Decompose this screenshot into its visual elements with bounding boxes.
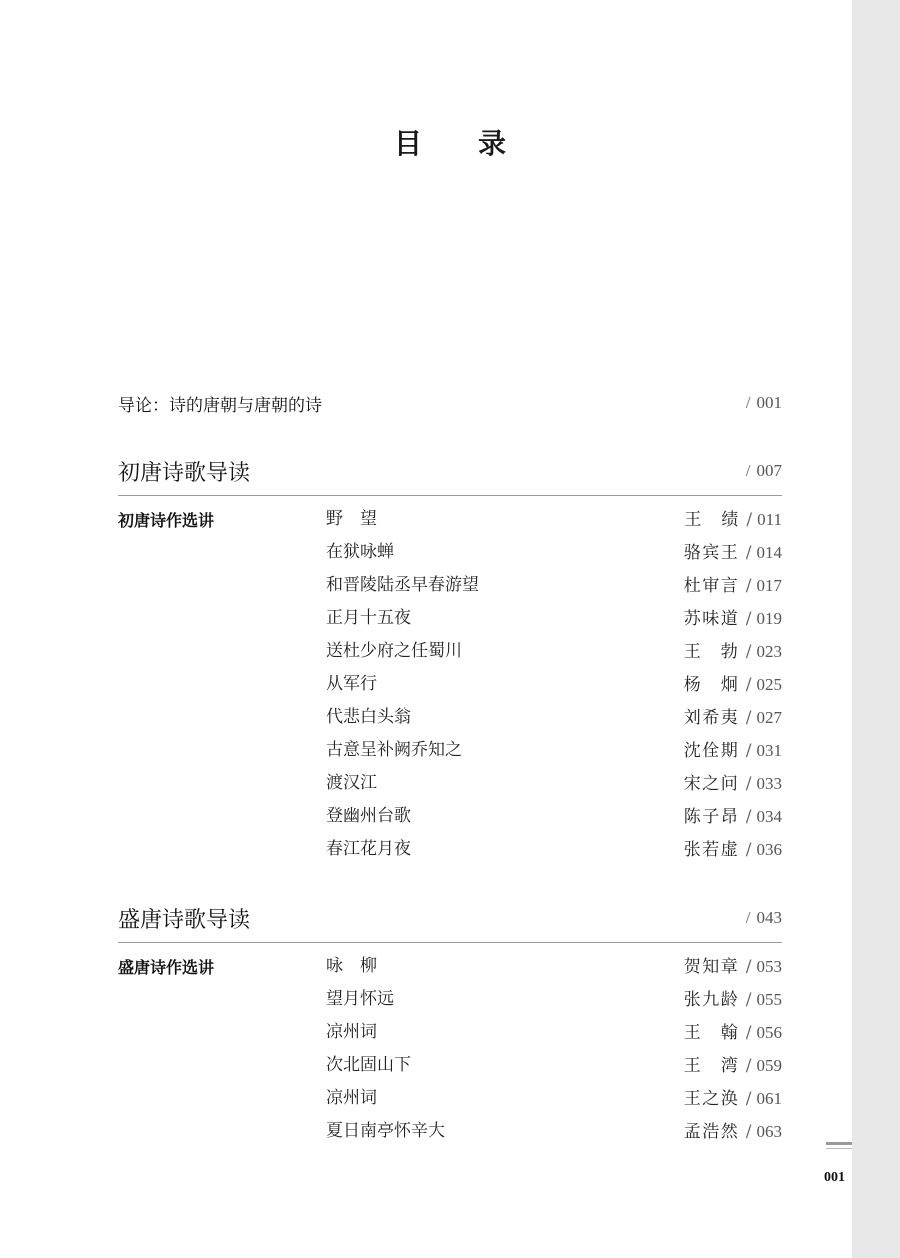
author: 贺知章 [683,957,738,977]
entry-page: 019 [756,609,782,628]
author: 王绩 [684,510,739,530]
entry-right [684,569,782,603]
entry-right [684,1115,782,1149]
slash: / [745,393,751,412]
entry-right [684,833,782,867]
author: 杜审言 [683,576,738,596]
toc-entry[interactable] [326,950,782,983]
entry-right [684,734,782,768]
section-page-ref [746,456,782,486]
entry-right [684,635,782,669]
entry-page: 059 [756,1056,782,1075]
entry-right [684,1049,782,1083]
toc-entry[interactable] [326,1082,782,1115]
entry-right [684,1016,782,1050]
poem-title: 野 望 [326,509,377,529]
poem-title: 古意呈补阙乔知之 [326,740,462,760]
entry-right [684,1082,782,1116]
toc-entry[interactable] [326,569,782,602]
poem-title: 送杜少府之任蜀川 [326,641,462,661]
toc-entry[interactable] [326,1049,782,1082]
slash: / [745,741,752,761]
entry-right [684,983,782,1017]
slash: / [745,1089,752,1109]
slash: / [745,774,752,794]
author: 杨炯 [683,675,738,695]
author: 宋之问 [683,774,738,794]
section-page: 043 [756,908,782,927]
author: 张若虚 [683,840,738,860]
slash: / [745,1023,752,1043]
slash: / [745,543,752,563]
poem-title: 咏 柳 [326,956,377,976]
poem-title: 代悲白头翁 [326,707,411,727]
poem-title: 望月怀远 [326,989,394,1009]
entry-page: 025 [756,675,782,694]
author: 张九龄 [683,990,738,1010]
page-number: 001 [824,1170,845,1185]
poem-title: 夏日南亭怀辛大 [326,1121,445,1141]
subsection-label: 盛唐诗作选讲 [118,958,215,977]
poem-title: 正月十五夜 [326,608,411,628]
slash: / [745,840,752,860]
entry-page: 014 [756,543,782,562]
entry-right [684,503,782,537]
slash: / [745,908,751,927]
toc-entry[interactable] [326,1115,782,1148]
poem-title: 凉州词 [326,1088,377,1108]
entry-page: 036 [756,840,782,859]
section-title: 盛唐诗歌导读 [118,907,251,933]
author: 刘希夷 [683,708,738,728]
entry-page: 011 [757,510,782,529]
entry-right [684,767,782,801]
intro-label: 导论：诗的唐朝与唐朝的诗 [118,395,322,416]
toc-entry[interactable] [326,734,782,767]
entry-right [684,668,782,702]
slash: / [745,708,752,728]
entry-right [684,602,782,636]
folio-rule-thin [826,1148,852,1149]
folio-rule [826,1142,852,1145]
entry-page: 017 [756,576,782,595]
toc-entry[interactable] [326,767,782,800]
author: 骆宾王 [683,543,738,563]
entry-page: 027 [756,708,782,727]
slash: / [745,1122,752,1142]
poem-title: 在狱咏蝉 [326,542,394,562]
slash: / [745,642,752,662]
toc-entry[interactable] [326,701,782,734]
section-heading-1[interactable] [118,456,782,486]
toc-entry[interactable] [326,800,782,833]
entry-page: 034 [756,807,782,826]
slash: / [745,807,752,827]
poem-title: 凉州词 [326,1022,377,1042]
page-edge-band [852,0,900,1258]
poem-title: 春江花月夜 [326,839,411,859]
section-rule [118,495,782,496]
slash: / [746,510,753,530]
entry-right [684,536,782,570]
author: 王湾 [683,1056,738,1076]
entry-page: 061 [756,1089,782,1108]
entry-right [684,950,782,984]
toc-entry[interactable] [326,635,782,668]
entry-page: 063 [756,1122,782,1141]
toc-entry[interactable] [326,503,782,536]
title-char-2: 录 [478,127,563,160]
slash: / [745,461,751,480]
section-page-ref [746,903,782,933]
intro-row[interactable] [118,388,782,418]
toc-entry[interactable] [326,536,782,569]
entry-right [684,701,782,735]
title-char-1: 目 [393,127,478,160]
entry-page: 023 [756,642,782,661]
entry-page: 033 [756,774,782,793]
toc-entry[interactable] [326,1016,782,1049]
slash: / [745,990,752,1010]
author: 王勃 [683,642,738,662]
slash: / [745,675,752,695]
poem-title: 次北固山下 [326,1055,411,1075]
section-title: 初唐诗歌导读 [118,460,251,486]
intro-page: 001 [756,393,782,412]
toc-entry[interactable] [326,602,782,635]
entry-page: 056 [756,1023,782,1042]
slash: / [745,1056,752,1076]
author: 孟浩然 [683,1122,738,1142]
author: 沈佺期 [683,741,738,761]
slash: / [745,609,752,629]
poem-title: 从军行 [326,674,377,694]
entry-page: 055 [756,990,782,1009]
author: 王翰 [683,1023,738,1043]
slash: / [745,957,752,977]
poem-title: 渡汉江 [326,773,377,793]
toc-entry[interactable] [326,983,782,1016]
author: 陈子昂 [683,807,738,827]
poem-title: 登幽州台歌 [326,806,411,826]
intro-page-ref [746,388,782,418]
subsection-label: 初唐诗作选讲 [118,511,215,530]
entry-right [684,800,782,834]
section-heading-2[interactable] [118,903,782,933]
author: 王之涣 [683,1089,738,1109]
page-title [0,122,900,162]
entry-page: 031 [756,741,782,760]
slash: / [745,576,752,596]
section-page: 007 [756,461,782,480]
entry-page: 053 [756,957,782,976]
toc-entry[interactable] [326,668,782,701]
toc-entry[interactable] [326,833,782,866]
poem-title: 和晋陵陆丞早春游望 [326,575,479,595]
section-rule [118,942,782,943]
author: 苏味道 [683,609,738,629]
